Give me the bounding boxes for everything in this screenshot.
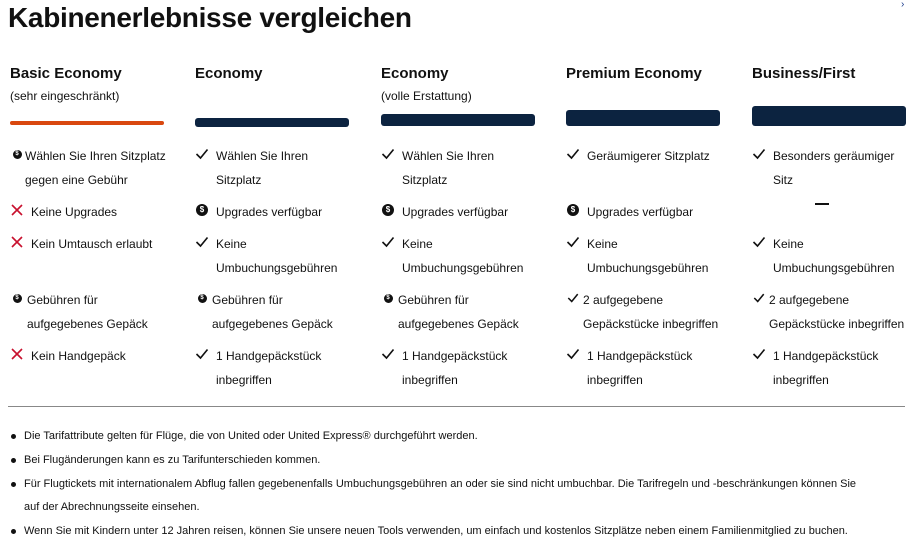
- feature-row: 1 Handgepäckstück inbegriffen: [752, 344, 907, 392]
- column-subtitle: (sehr eingeschränkt): [10, 89, 120, 103]
- check-icon: [566, 291, 580, 305]
- feature-row: 1 Handgepäckstück inbegriffen: [566, 344, 746, 392]
- feature-row: $ Upgrades verfügbar: [566, 200, 746, 224]
- feature-row: Keine Umbuchungsgebühren: [381, 232, 561, 280]
- feature-row: Wählen Sie Ihren Sitzplatz: [195, 144, 375, 192]
- check-icon: [195, 235, 209, 249]
- column-title: Basic Economy: [10, 65, 122, 82]
- feature-row: 2 aufgegebene Gepäckstücke inbegriffen: [566, 288, 746, 336]
- fare-bar-orange: [10, 121, 164, 125]
- cross-icon: [10, 347, 24, 361]
- check-icon: [566, 347, 580, 361]
- feature-row: 1 Handgepäckstück inbegriffen: [381, 344, 561, 392]
- check-icon: [566, 235, 580, 249]
- fare-column-basic-economy: [10, 62, 188, 363]
- fare-column-premium-economy: [566, 62, 744, 387]
- feature-row: $ Gebühren für aufgegebenes Gepäck: [10, 288, 190, 336]
- coin-icon: $: [10, 291, 24, 305]
- cross-icon: [10, 203, 24, 217]
- column-subtitle: [195, 88, 373, 104]
- check-icon: [752, 147, 766, 161]
- coin-icon: $: [195, 291, 209, 305]
- section-divider: [8, 406, 905, 407]
- feature-row: Kein Handgepäck: [10, 344, 190, 368]
- fare-bar-navy: [195, 118, 349, 127]
- column-title: Business/First: [752, 65, 856, 82]
- check-icon: [381, 235, 395, 249]
- fare-bar-navy: [566, 110, 720, 126]
- list-item: Die Tarifattribute gelten für Flüge, die von United oder United Express® durchgeführt werden.: [10, 424, 900, 448]
- column-title: Economy: [195, 65, 263, 82]
- list-item: Wenn Sie mit Kindern unter 12 Jahren reisen, können Sie unsere neuen Tools verwenden, um einfach und kostenlos Sitzplätze neben einem Familienmitglied zu buchen.: [10, 519, 900, 543]
- check-icon: [752, 291, 766, 305]
- fare-column-business-first: [752, 62, 907, 387]
- column-subtitle: [752, 88, 907, 104]
- check-icon: [381, 147, 395, 161]
- feature-row: $ Gebühren für aufgegebenes Gepäck: [381, 288, 561, 336]
- feature-row: Besonders geräumiger Sitz: [752, 144, 907, 192]
- dash-icon: [815, 203, 829, 205]
- feature-row: Kein Umtausch erlaubt: [10, 232, 190, 256]
- check-icon: [566, 147, 580, 161]
- feature-row: $ Wählen Sie Ihren Sitzplatz gegen eine Gebühr: [10, 144, 190, 192]
- check-icon: [752, 347, 766, 361]
- fare-notes-list: [10, 424, 900, 543]
- feature-row: 1 Handgepäckstück inbegriffen: [195, 344, 375, 392]
- page-title: Kabinenerlebnisse vergleichen: [8, 2, 412, 33]
- coin-icon: $: [195, 203, 209, 217]
- feature-row: Keine Umbuchungsgebühren: [195, 232, 375, 280]
- coin-icon: $: [381, 291, 395, 305]
- check-icon: [195, 147, 209, 161]
- check-icon: [381, 347, 395, 361]
- list-item: Für Flugtickets mit internationalem Abflug fallen gegebenenfalls Umbuchungsgebühren an oder sie sind nicht umbuchbar. Die Tarifregeln und -beschränkungen können Sie: [10, 472, 900, 496]
- column-title: Economy: [381, 65, 449, 82]
- feature-row: 2 aufgegebene Gepäckstücke inbegriffen: [752, 288, 907, 336]
- feature-row: $ Gebühren für aufgegebenes Gepäck: [195, 288, 375, 336]
- feature-row: Wählen Sie Ihren Sitzplatz: [381, 144, 561, 192]
- fare-column-economy: [195, 62, 373, 387]
- coin-icon: $: [10, 147, 24, 161]
- feature-row: $ Upgrades verfügbar: [381, 200, 561, 224]
- cross-icon: [10, 235, 24, 249]
- feature-row: Keine Umbuchungsgebühren: [566, 232, 746, 280]
- coin-icon: $: [566, 203, 580, 217]
- fare-bar-navy: [381, 114, 535, 126]
- feature-row: $ Upgrades verfügbar: [195, 200, 375, 224]
- feature-row: [752, 196, 907, 210]
- corner-mark-icon: ›: [901, 0, 905, 10]
- column-title: Premium Economy: [566, 65, 702, 82]
- list-item: auf der Abrechnungsseite einsehen.: [24, 501, 200, 513]
- coin-icon: $: [381, 203, 395, 217]
- fare-bar-navy: [752, 106, 906, 126]
- column-subtitle: (volle Erstattung): [381, 89, 472, 103]
- list-item: Bei Flugänderungen kann es zu Tarifunterschieden kommen.: [10, 448, 900, 472]
- column-subtitle: [566, 88, 744, 104]
- feature-row: Geräumigerer Sitzplatz: [566, 144, 746, 168]
- check-icon: [752, 235, 766, 249]
- feature-row: Keine Umbuchungsgebühren: [752, 232, 907, 280]
- feature-row: Keine Upgrades: [10, 200, 190, 224]
- fare-column-economy-refundable: [381, 62, 559, 387]
- check-icon: [195, 347, 209, 361]
